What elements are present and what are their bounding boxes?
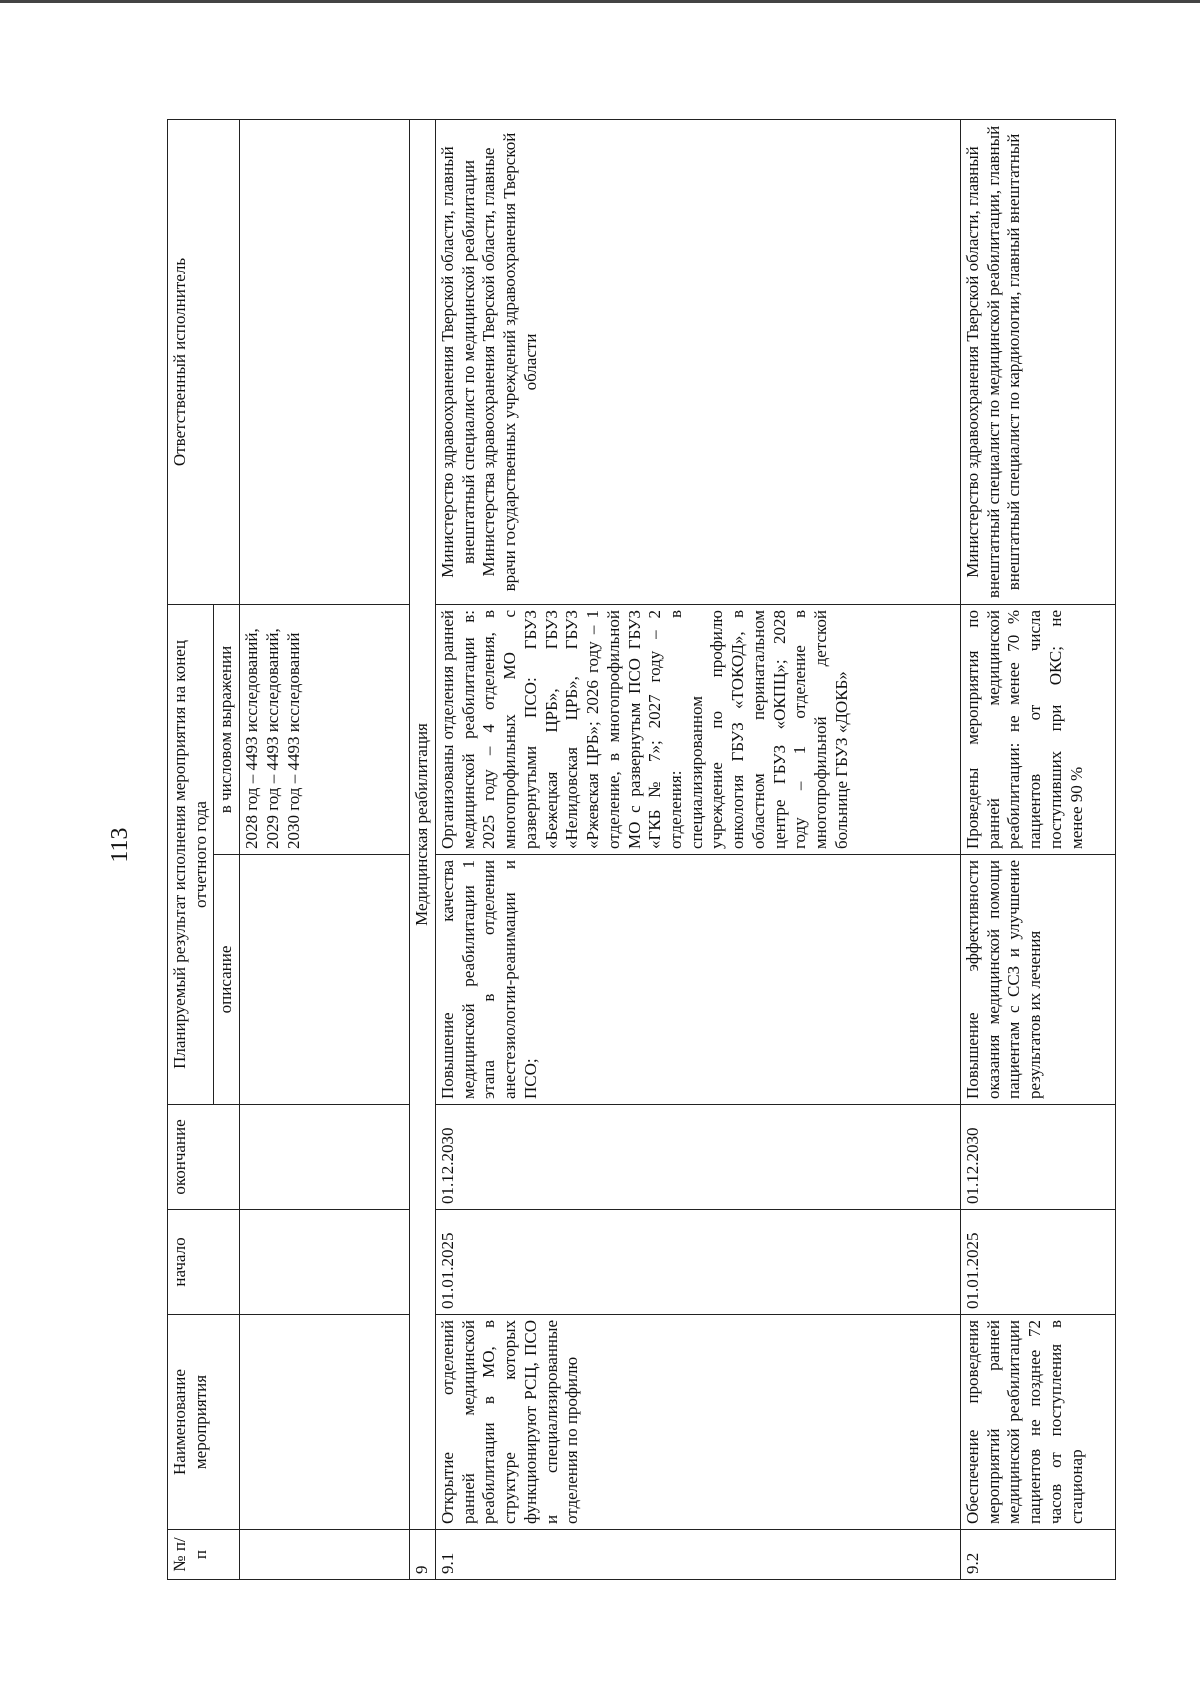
table-header xyxy=(168,119,240,1579)
cell-value: Организованы отделения ранней медицинской реабилитации в: 2025 году – 4 отделения, в многопрофильных МО с развернутыми ПСО: ГБУЗ «Бежецкая ЦРБ», ГБУЗ «Нелидовская ЦРБ», ГБУЗ «Ржевская ЦРБ»; 2026 году – 1 отделение, в многопрофильной МО с развернутым ПСО ГБУЗ «ГКБ № 7»; 2027 году – 2 отделения: в специализированном учреждение по профилю онкология ГБУЗ «ТОКОД», в областном перинатальном центре ГБУЗ «ОКПЦ»; 2028 году – 1 отделение в многопрофильной детской больнице ГБУЗ «ДОКБ» xyxy=(435,604,960,854)
table-row xyxy=(960,119,1115,1579)
cell-start xyxy=(240,1210,410,1315)
header-name: Наименование мероприятия xyxy=(168,1315,240,1530)
section-row xyxy=(410,119,436,1579)
cell-name: Обеспечение проведения мероприятий ранней медицинской реабилитации пациентов не позднее 72 часов от поступления в стационар xyxy=(960,1315,1115,1530)
cell-value xyxy=(240,604,410,854)
page-number: 113 xyxy=(106,827,133,863)
measures-table xyxy=(167,119,1116,1580)
cell-end: 01.12.2030 xyxy=(960,1105,1115,1210)
cell-name xyxy=(240,1315,410,1530)
cell-num: 9.1 xyxy=(435,1530,960,1580)
cell-name: Открытие отделений ранней медицинской реабилитации в МО, в структуре которых функционируют РСЦ, ПСО и специализированные отделения по профилю xyxy=(435,1315,960,1530)
table-row xyxy=(435,119,960,1579)
value-line: 2029 год – 4493 исследований, xyxy=(262,628,282,849)
section-title: Медицинская реабилитация xyxy=(410,119,436,1529)
header-end: окончание xyxy=(168,1105,240,1210)
cell-end xyxy=(240,1105,410,1210)
cell-num xyxy=(240,1530,410,1580)
header-result-value: в числовом выражении xyxy=(214,604,240,854)
header-result-desc: описание xyxy=(214,855,240,1105)
section-num: 9 xyxy=(410,1530,436,1580)
value-line: 2028 год – 4493 исследований, xyxy=(242,628,262,849)
cell-num: 9.2 xyxy=(960,1530,1115,1580)
header-start: начало xyxy=(168,1210,240,1315)
cell-responsible: Министерство здравоохранения Тверской области, главный внештатный специалист по медицинской реабилитации Министерства здравоохранения Тверской области, главные врачи государственных учреждений здравоохранения Тверской области xyxy=(435,119,960,604)
header-responsible: Ответственный исполнитель xyxy=(168,119,240,604)
cell-desc: Повышение качества медицинской реабилитации 1 этапа в отделении анестезиологии-реанимации и ПСО; xyxy=(435,855,960,1105)
cell-value: Проведены мероприятия по ранней медицинской реабилитации: не менее 70 % пациентов от числа поступивших при ОКС; не менее 90 % xyxy=(960,604,1115,854)
rotated-table-container xyxy=(167,120,1107,1580)
cell-end: 01.12.2030 xyxy=(435,1105,960,1210)
cell-start: 01.01.2025 xyxy=(435,1210,960,1315)
value-line: 2030 год – 4493 исследований xyxy=(283,632,303,849)
cell-responsible xyxy=(240,119,410,604)
table-row-continuation xyxy=(240,119,410,1579)
cell-start: 01.01.2025 xyxy=(960,1210,1115,1315)
top-rule xyxy=(0,0,1200,3)
header-num: № п/п xyxy=(168,1530,240,1580)
cell-responsible: Министерство здравоохранения Тверской области, главный внештатный специалист по медицинской реабилитации, главный внештатный специалист по кардиологии, главный внештатный xyxy=(960,119,1115,604)
cell-desc: Повышение эффективности оказания медицинской помощи пациентам с ССЗ и улучшение результатов их лечения xyxy=(960,855,1115,1105)
header-result: Планируемый результат исполнения мероприятия на конец отчетного года xyxy=(168,604,214,1104)
cell-desc xyxy=(240,855,410,1105)
